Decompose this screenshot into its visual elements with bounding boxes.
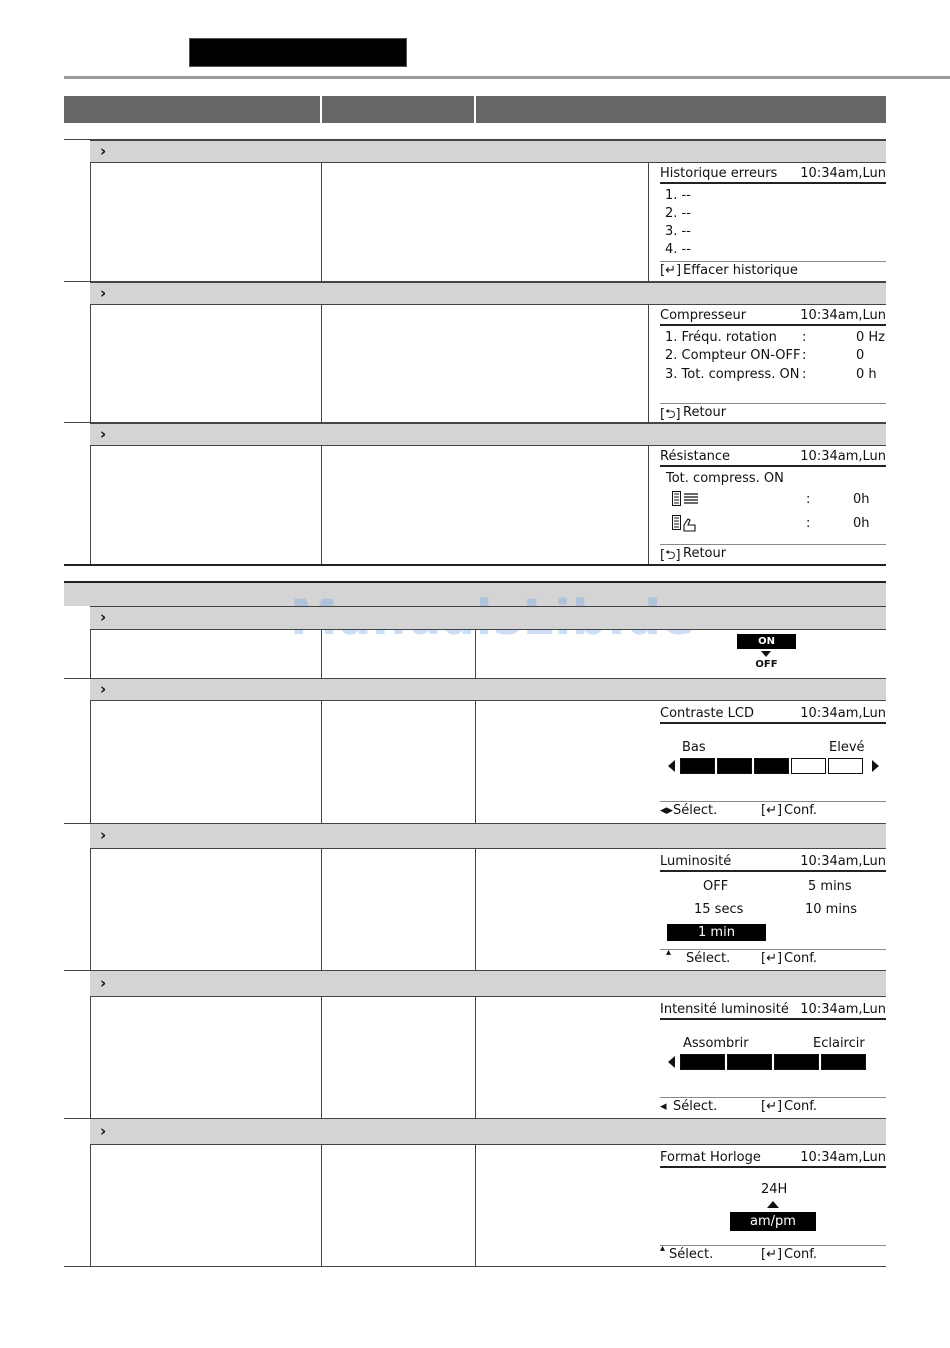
cell-border [321, 849, 322, 971]
level-segment [774, 1054, 819, 1070]
heater-row-value: 0h [853, 492, 870, 507]
lcd-title-bar [660, 165, 886, 184]
lcd-footer [660, 403, 886, 421]
select-label: Sélect. [669, 1247, 714, 1262]
lcd-title: Résistance [660, 449, 731, 464]
section-row-onoff [90, 606, 886, 630]
enter-key-icon: [↵] [761, 1099, 783, 1114]
cell-border [90, 849, 91, 971]
row-separator: : [802, 330, 807, 345]
heater-row-value: 0h [853, 516, 870, 531]
level-segment [680, 1054, 725, 1070]
compressor-row-value: 0 h [856, 367, 877, 382]
confirm-label: Conf. [784, 803, 818, 818]
backlight-option: 15 secs [694, 902, 744, 917]
cell-border [90, 446, 91, 564]
cell-border [90, 1145, 91, 1267]
heater-hand-icon [672, 515, 700, 533]
cell-border [648, 163, 649, 281]
lcd-title-bar [660, 1001, 886, 1020]
on-option-selected: ON [737, 634, 796, 649]
chevron-right-icon: › [100, 679, 107, 698]
lcd-clock: 10:34am,Lun [800, 706, 886, 721]
compressor-row-label: 2. Compteur ON-OFF [665, 348, 801, 363]
right-arrow-icon [872, 760, 879, 772]
lcd-contrast [660, 705, 886, 821]
compressor-row-label: 1. Fréqu. rotation [665, 330, 777, 345]
lcd-title: Compresseur [660, 308, 747, 323]
cell-border [321, 446, 322, 564]
chevron-right-icon: › [100, 825, 107, 844]
return-icon: [⮌] [660, 548, 681, 563]
lcd-heater [660, 448, 886, 564]
lcd-clock: 10:34am,Lun [800, 449, 886, 464]
enter-key-icon: [↵] [761, 951, 783, 966]
level-segment [828, 758, 863, 774]
section-row-clock-format [90, 1118, 886, 1145]
heater-tank-icon [672, 491, 700, 507]
chevron-right-icon: › [100, 1121, 107, 1140]
clock-option-24h: 24H [761, 1182, 788, 1197]
return-icon: [⮌] [660, 407, 681, 422]
lcd-brightness [660, 1001, 886, 1117]
backlight-option: 5 mins [808, 879, 852, 894]
lcd-title-bar [660, 307, 886, 326]
lcd-clock: 10:34am,Lun [800, 308, 886, 323]
up-arrow-icon: ▴ [660, 1243, 666, 1254]
level-segment [680, 758, 715, 774]
cell-border [648, 446, 649, 564]
lcd-footer [660, 1097, 886, 1115]
return-label: Retour [683, 546, 727, 561]
up-arrow-icon [767, 1201, 779, 1208]
backlight-option: OFF [703, 879, 729, 894]
lcd-title-bar [660, 853, 886, 872]
compressor-row-label: 3. Tot. compress. ON [665, 367, 800, 382]
lcd-clock-format [660, 1149, 886, 1265]
lcd-footer [660, 1245, 886, 1263]
chevron-right-icon: › [100, 607, 107, 626]
cell-border [475, 701, 476, 823]
lcd-footer [660, 544, 886, 562]
lcd-title: Format Horloge [660, 1150, 761, 1165]
left-arrow-icon [668, 760, 675, 772]
enter-key-icon: [↵] [761, 1247, 783, 1262]
cell-border [475, 630, 476, 678]
lcd-clock: 10:34am,Lun [800, 1002, 886, 1017]
row-separator: : [802, 348, 807, 363]
row-separator: : [806, 516, 811, 531]
lcd-clock: 10:34am,Lun [800, 166, 886, 181]
low-label: Assombrir [683, 1036, 749, 1051]
cell-border [90, 630, 91, 678]
lcd-title: Luminosité [660, 854, 732, 869]
lcd-title: Intensité luminosité [660, 1002, 789, 1017]
clock-option-selected: am/pm [730, 1212, 816, 1231]
contrast-level-bar [680, 758, 866, 774]
cell-border [321, 305, 322, 422]
chevron-right-icon: › [100, 973, 107, 992]
cell-border [648, 305, 649, 422]
left-arrow-icon [668, 1056, 675, 1068]
level-segment [821, 1054, 866, 1070]
compressor-row-value: 0 Hz [856, 330, 886, 345]
lcd-title-bar [660, 1149, 886, 1168]
lcd-title-bar [660, 448, 886, 467]
error-entry: 2. -- [665, 206, 691, 221]
down-arrow-icon [761, 651, 771, 657]
low-label: Bas [682, 740, 706, 755]
header-black-box [189, 38, 407, 67]
select-label: Sélect. [673, 1099, 718, 1114]
chevron-right-icon: › [100, 141, 107, 160]
error-entry: 1. -- [665, 188, 691, 203]
header-rule [64, 76, 950, 79]
confirm-label: Conf. [784, 1247, 818, 1262]
left-arrow-icon: ◂ [660, 1099, 667, 1114]
level-segment [791, 758, 826, 774]
section-row-backlight [90, 823, 886, 849]
cell-border [90, 305, 91, 422]
cell-border [90, 163, 91, 281]
cell-border [90, 997, 91, 1119]
section-row-compressor [90, 282, 886, 305]
lcd-error-history [660, 165, 886, 281]
cell-border [475, 1145, 476, 1267]
lcd-footer [660, 949, 886, 967]
cell-border [321, 997, 322, 1119]
lcd-backlight [660, 853, 886, 969]
chevron-right-icon: › [100, 424, 107, 443]
section-row-contrast [90, 678, 886, 701]
section-row-brightness [90, 970, 886, 997]
off-option: OFF [755, 659, 778, 670]
chevron-right-icon: › [100, 283, 107, 302]
table-header-divider [320, 96, 322, 123]
table-header-divider [474, 96, 476, 123]
enter-key-icon: [↵] [761, 803, 783, 818]
level-segment [754, 758, 789, 774]
lcd-title-bar [660, 705, 886, 724]
row-separator: : [806, 492, 811, 507]
left-right-arrows-icon: ◂▸ [660, 803, 674, 818]
lcd-clock: 10:34am,Lun [800, 1150, 886, 1165]
compressor-row-value: 0 [856, 348, 865, 363]
divider [64, 564, 886, 566]
cell-border [321, 701, 322, 823]
enter-key-icon: [↵] [660, 263, 682, 278]
cell-border [321, 1145, 322, 1267]
up-arrow-icon: ▴ [666, 947, 672, 958]
section-row-error-history [90, 140, 886, 163]
level-segment [717, 758, 752, 774]
cell-border [90, 701, 91, 823]
confirm-label: Conf. [784, 1099, 818, 1114]
high-label: Eclaircir [813, 1036, 865, 1051]
section-row-heater [90, 423, 886, 446]
cell-border [321, 163, 322, 281]
level-segment [727, 1054, 772, 1070]
cell-border [475, 997, 476, 1119]
clear-history-label: Effacer historique [683, 263, 798, 278]
divider [64, 1266, 886, 1267]
confirm-label: Conf. [784, 951, 818, 966]
high-label: Elevé [829, 740, 865, 755]
lcd-footer [660, 261, 886, 279]
lcd-footer [660, 801, 886, 819]
cell-border [475, 849, 476, 971]
select-label: Sélect. [673, 803, 718, 818]
select-label: Sélect. [686, 951, 731, 966]
error-entry: 3. -- [665, 224, 691, 239]
brightness-level-bar [680, 1054, 866, 1070]
error-entry: 4. -- [665, 242, 691, 257]
row-separator: : [802, 367, 807, 382]
backlight-option-selected: 1 min [667, 924, 766, 941]
backlight-option: 10 mins [805, 902, 857, 917]
lcd-title: Contraste LCD [660, 706, 755, 721]
lcd-clock: 10:34am,Lun [800, 854, 886, 869]
lcd-title: Historique erreurs [660, 166, 778, 181]
cell-border [321, 630, 322, 678]
return-label: Retour [683, 405, 727, 420]
lcd-compressor [660, 307, 886, 422]
heater-subtitle: Tot. compress. ON [666, 471, 784, 486]
